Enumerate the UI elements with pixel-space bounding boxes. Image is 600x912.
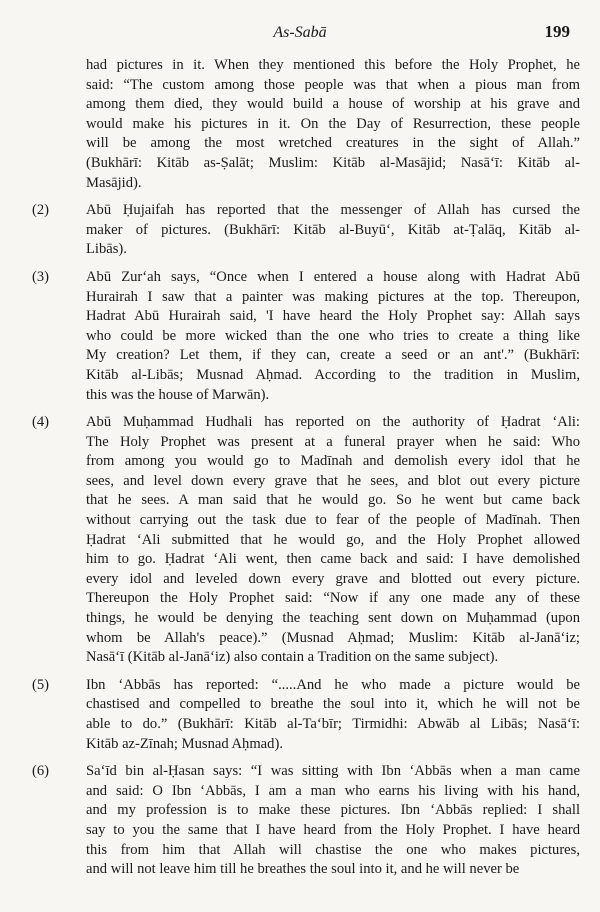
paragraph-number: (5) (32, 676, 50, 693)
text-line: among them died, they would build a house of worship at his grave and (86, 96, 580, 113)
hadith-paragraph (30, 268, 580, 405)
text-line: said: “The custom among those people was that when a pious man from (86, 76, 580, 93)
text-line: say to you the same that I have heard from the Holy Prophet. I have heard (86, 821, 580, 838)
text-line: him to go. Ḥadrat ‘Ali went, then came back and said: I have demolished (86, 551, 580, 568)
text-line: from among you would go to Madīnah and demolish every idol that he (86, 453, 580, 470)
hadith-paragraph (30, 56, 580, 193)
text-line: Thereupon the Holy Prophet said: “Now if any one made any of these (86, 590, 580, 607)
text-line: Abū Ḥujaifah has reported that the messenger of Allah has cursed the (86, 202, 580, 219)
text-line: and my profession is to make these pictures. Ibn ‘Abbās replied: I shall (86, 802, 580, 819)
text-line: who could be more wicked than the one who tries to create a thing like (86, 327, 580, 344)
text-line: Libās). (86, 241, 127, 258)
text-line: chastised and compelled to breathe the soul into it, which he will not be (86, 696, 580, 713)
paragraph-text (86, 762, 580, 880)
hadith-paragraph (30, 201, 580, 260)
hadith-paragraph (30, 413, 580, 668)
text-line: Abū Zur‘ah says, “Once when I entered a house along with Hadrat Abū (86, 268, 580, 285)
text-line: will be among the most wretched creatures in the sight of Allah.” (86, 135, 580, 152)
text-line: Ibn ‘Abbās has reported: “.....And he who made a picture would be (86, 676, 580, 693)
text-line: that he sees. A man said that he would go. So he went but came back (86, 492, 580, 509)
paragraph-number: (4) (32, 414, 50, 431)
text-line: sees, and level down every grave that he sees, and blot out every picture (86, 472, 580, 489)
text-line: Kitāb al-Libās; Musnad Aḥmad. According to the tradition in Muslim, (86, 366, 580, 383)
text-line: would make his pictures in it. On the Day of Resurrection, these people (86, 115, 580, 132)
text-line: this was the house of Marwān). (86, 386, 270, 403)
text-line: this from him that Allah will chastise the one who makes pictures, (86, 841, 580, 858)
paragraph-number: (3) (32, 268, 50, 285)
text-line: had pictures in it. When they mentioned this before the Holy Prophet, he (86, 57, 580, 73)
text-line: Hadrat Abū Hurairah said, 'I have heard the Holy Prophet say: Allah says (86, 308, 580, 325)
page-number: 199 (544, 22, 570, 41)
text-line: Kitāb az-Zīnah; Musnad Aḥmad). (86, 735, 283, 752)
text-line: Abū Muḥammad Hudhali has reported on the authority of Ḥadrat ‘Ali: (86, 414, 580, 431)
text-line: Ḥadrat ‘Ali submitted that he would go, and the Holy Prophet allowed (86, 531, 580, 548)
paragraph-text (86, 56, 580, 193)
paragraph-text (86, 268, 580, 405)
running-head: As-Sabā (273, 24, 327, 41)
text-line: Masājid). (86, 174, 142, 191)
text-line: every idol and leveled down every grave and blotted out every picture. (86, 570, 580, 587)
text-line: Sa‘īd bin al-Ḥasan says: “I was sitting with Ibn ‘Abbās when a man came (86, 763, 580, 780)
text-line: Hurairah I saw that a painter was making pictures at the top. Thereupon, (86, 288, 580, 305)
body-text (30, 56, 580, 888)
text-line: maker of pictures. (Bukhārī: Kitāb al-Buyū‘, Kitāb at-Ṭalāq, Kitāb al- (86, 221, 580, 238)
paragraph-number: (6) (32, 763, 50, 780)
text-line: The Holy Prophet was present at a funeral prayer when he said: Who (86, 433, 580, 450)
text-line: without carrying out the task due to fear of the people of Madīnah. Then (86, 512, 580, 529)
hadith-paragraph (30, 676, 580, 754)
text-line: and said: O Ibn ‘Abbās, I am a man who earns his living with his hand, (86, 782, 580, 799)
text-line: able to do.” (Bukhārī: Kitāb al-Ta‘bīr; Tirmidhi: Abwāb al Libās; Nasā‘ī: (86, 716, 580, 732)
text-line: things, he would be denying the teaching sent down on Muḥammad (upon (86, 610, 580, 627)
text-line: whom be Allah's peace).” (Musnad Aḥmad; Muslim: Kitāb al-Janā‘iz; (86, 629, 580, 646)
text-line: My creation? Let them, if they can, create a seed or an ant'.” (Bukhārī: (86, 347, 580, 364)
text-line: Nasā‘ī (Kitāb al-Janā‘iz) also contain a Tradition on the same subject). (86, 649, 499, 666)
text-line: (Bukhārī: Kitāb as-Ṣalāt; Muslim: Kitāb al-Masājid; Nasā‘ī: Kitāb al- (86, 154, 580, 171)
paragraph-text (86, 201, 580, 260)
paragraph-text (86, 676, 580, 754)
text-line: and will not leave him till he breathes the soul into it, and he will never be (86, 861, 520, 878)
hadith-paragraph (30, 762, 580, 880)
paragraph-text (86, 413, 580, 668)
paragraph-number: (2) (32, 202, 50, 219)
